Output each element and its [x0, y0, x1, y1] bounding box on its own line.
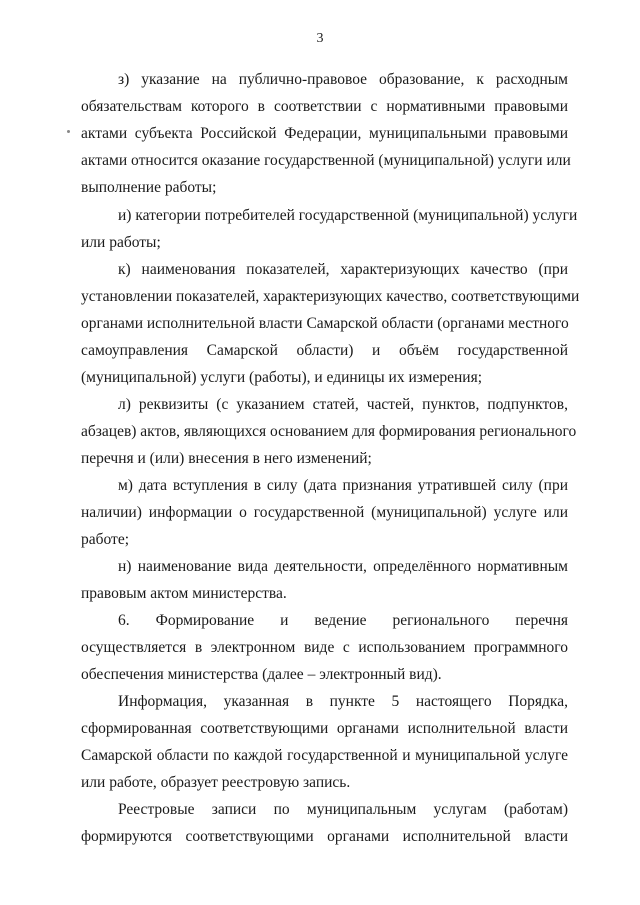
scan-dot-mark	[67, 130, 70, 133]
paragraph-line: осуществляется в электронном виде с использованием программного	[81, 639, 568, 656]
paragraph-line: и) категории потребителей государственной (муниципальной) услуги	[118, 207, 578, 224]
paragraph-line: л) реквизиты (с указанием статей, частей, пунктов, подпунктов,	[118, 396, 568, 413]
paragraph-line: м) дата вступления в силу (дата признания утратившей силу (при	[118, 477, 568, 494]
paragraph-line: абзацев) актов, являющихся основанием для формирования регионального	[81, 423, 577, 440]
paragraph-line: установлении показателей, характеризующих качество, соответствующими	[81, 288, 580, 305]
paragraph-line: к) наименования показателей, характеризующих качество (при	[118, 261, 568, 278]
paragraph-line: или работе, образует реестровую запись.	[81, 774, 351, 791]
paragraph-line: сформированная соответствующими органами исполнительной власти	[81, 720, 568, 737]
paragraph-line: обеспечения министерства (далее – электронный вид).	[81, 666, 442, 683]
paragraph-line: выполнение работы;	[81, 179, 217, 196]
paragraph-line: н) наименование вида деятельности, определённого нормативным	[118, 558, 568, 575]
paragraph-line: (муниципальной) услуги (работы), и единицы их измерения;	[81, 369, 483, 386]
paragraph-line: правовым актом министерства.	[81, 585, 287, 602]
paragraph-line: актами субъекта Российской Федерации, муниципальными правовыми	[81, 125, 568, 142]
paragraph-line: Реестровые записи по муниципальным услугам (работам)	[118, 801, 568, 818]
paragraph-line: обязательствам которого в соответствии с нормативными правовыми	[81, 98, 568, 115]
paragraph-line: 6. Формирование и ведение регионального перечня	[118, 612, 568, 629]
paragraph-line: з) указание на публично-правовое образование, к расходным	[118, 71, 568, 88]
paragraph-line: работе;	[81, 531, 130, 548]
paragraph-line: перечня и (или) внесения в него изменений;	[81, 450, 372, 467]
paragraph-line: актами относится оказание государственной (муниципальной) услуги или	[81, 152, 571, 169]
paragraph-line: Информация, указанная в пункте 5 настоящего Порядка,	[118, 693, 568, 710]
paragraph-line: Самарской области по каждой государственной и муниципальной услуге	[81, 747, 568, 764]
paragraph-line: органами исполнительной власти Самарской области (органами местного	[81, 315, 569, 332]
paragraph-line: формируются соответствующими органами исполнительной власти	[81, 828, 568, 845]
page-number: 3	[316, 31, 324, 46]
paragraph-line: самоуправления Самарской области) и объём государственной	[81, 342, 568, 359]
paragraph-line: или работы;	[81, 234, 161, 251]
paragraph-line: наличии) информации о государственной (муниципальной) услуге или	[81, 504, 568, 521]
